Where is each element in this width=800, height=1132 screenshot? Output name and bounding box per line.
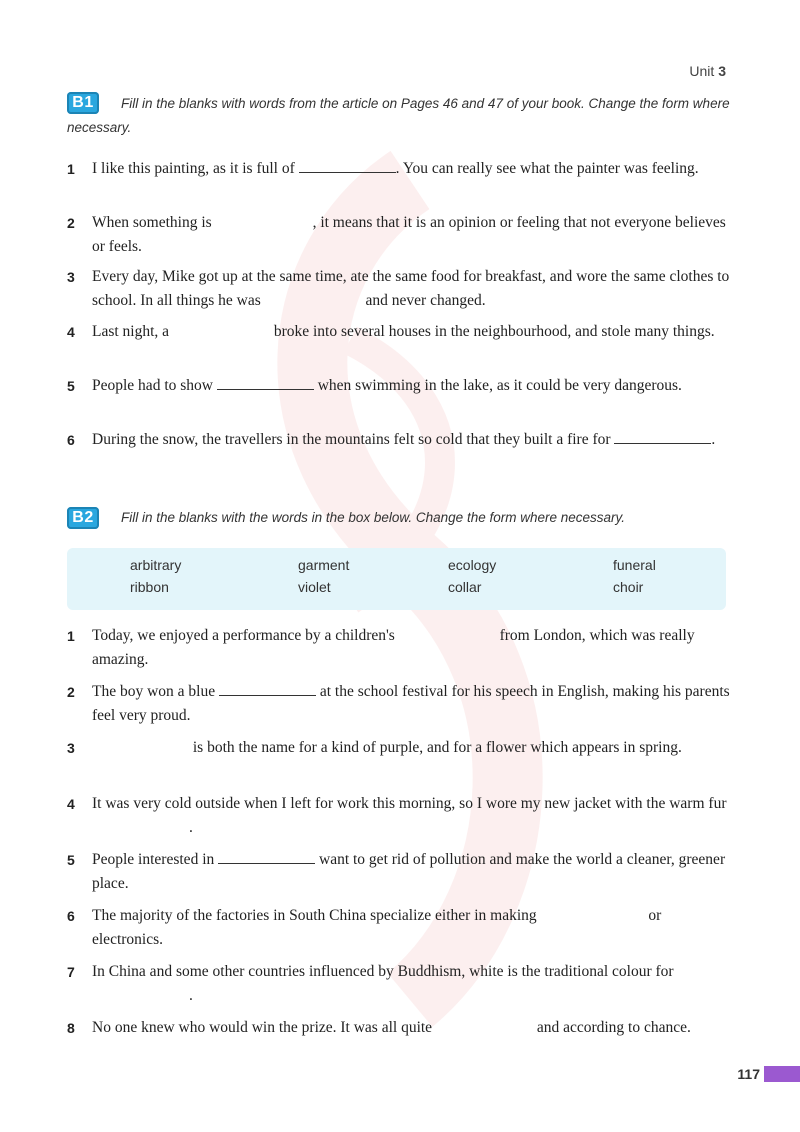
b1-item-5: 5 People had to show when swimming in the lake, as it could be very dangerous. xyxy=(67,377,682,394)
word-box-item: collar xyxy=(448,579,482,595)
b1-item-4: 4 Last night, a broke into several houses in the neighbourhood, and stole many things. xyxy=(67,323,715,340)
b2-item-7: 7 In China and some other countries influenced by Buddhism, white is the traditional colour for . xyxy=(67,963,674,1004)
section-b2-instruction: Fill in the blanks with the words in the box below. Change the form where necessary. xyxy=(121,510,626,525)
word-box xyxy=(67,548,726,610)
answer-blank[interactable] xyxy=(217,375,314,390)
b2-item-4: 4 It was very cold outside when I left for work this morning, so I wore my new jacket with the warm fur . xyxy=(67,795,727,836)
b2-item-5: 5 People interested in want to get rid of pollution and make the world a cleaner, greener place. xyxy=(67,851,726,892)
b1-item-2: 2 When something is , it means that it is an opinion or feeling that not everyone believes or feels. xyxy=(67,214,726,255)
b2-item-3: 3 is both the name for a kind of purple, and for a flower which appears in spring. xyxy=(67,739,682,756)
word-box-item: arbitrary xyxy=(130,557,182,573)
answer-blank[interactable] xyxy=(219,681,316,696)
page-number-bar xyxy=(764,1066,800,1082)
word-box-item: garment xyxy=(298,557,350,573)
b2-item-6: 6 The majority of the factories in South China specialize either in making or electronics. xyxy=(67,907,662,948)
word-box-item: funeral xyxy=(613,557,656,573)
answer-blank[interactable] xyxy=(218,849,315,864)
word-box-item: ribbon xyxy=(130,579,169,595)
word-box-item: choir xyxy=(613,579,644,595)
section-b2-badge: B2 xyxy=(67,507,99,529)
b2-item-2: 2 The boy won a blue at the school festival for his speech in English, making his parents feel very proud. xyxy=(67,683,730,724)
word-box-item: violet xyxy=(298,579,331,595)
b2-item-1: 1 Today, we enjoyed a performance by a children's from London, which was really amazing. xyxy=(67,627,695,668)
b1-item-6: 6 During the snow, the travellers in the mountains felt so cold that they built a fire for . xyxy=(67,431,716,448)
b1-item-1: 1 I like this painting, as it is full of . You can really see what the painter was feeling. xyxy=(67,160,699,177)
answer-blank[interactable] xyxy=(614,429,711,444)
b2-item-8: 8 No one knew who would win the prize. It was all quite and according to chance. xyxy=(67,1019,691,1036)
unit-label: Unit 3 xyxy=(689,63,726,79)
section-b1-instruction: Fill in the blanks with words from the article on Pages 46 and 47 of your book. Change the form where necessary. xyxy=(67,96,730,135)
word-box-item: ecology xyxy=(448,557,497,573)
b1-item-3: 3 Every day, Mike got up at the same time, ate the same food for breakfast, and wore the same clothes to school. In all things he was and never changed. xyxy=(67,268,730,309)
page-number: 117 xyxy=(737,1066,760,1082)
answer-blank[interactable] xyxy=(299,158,396,173)
section-b1-badge: B1 xyxy=(67,92,99,114)
